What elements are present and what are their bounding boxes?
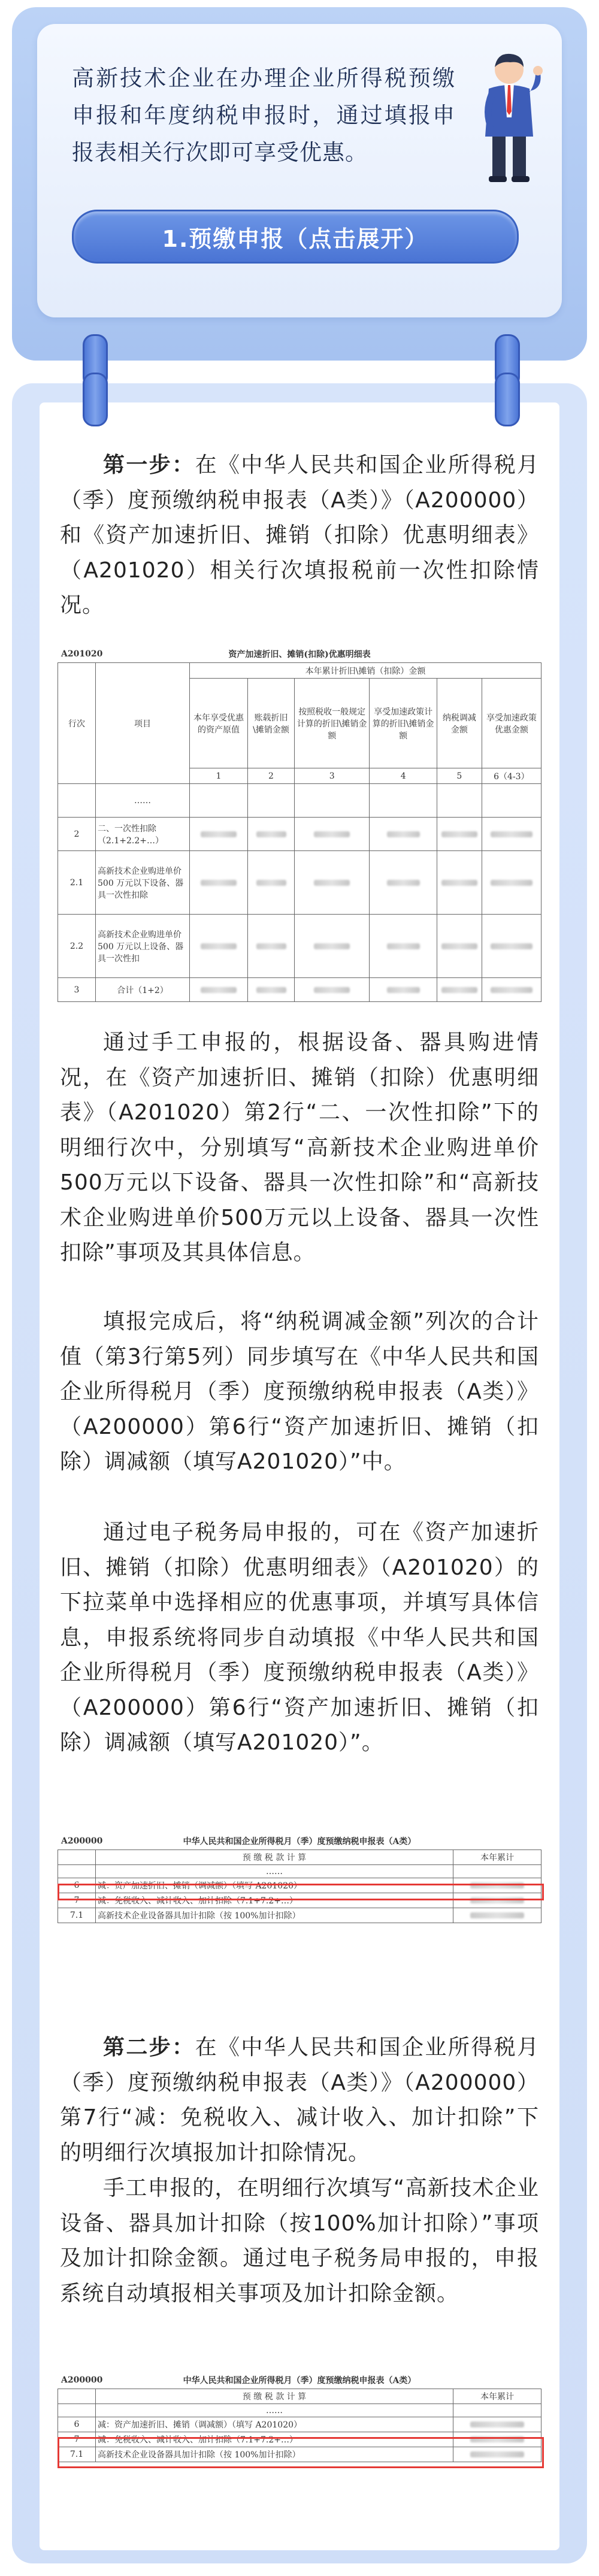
row-no <box>58 2404 96 2417</box>
col6-header: 享受加速政策优惠金额 <box>482 679 541 768</box>
row-item: 高新技术企业购进单价 500 万元以下设备、器具一次性扣除 <box>96 851 190 915</box>
row-no: 7 <box>58 2432 96 2447</box>
row-no: 6 <box>58 2417 96 2432</box>
step2-label: 第二步： <box>103 2035 195 2060</box>
col2-header: 账载折旧\摊销金额 <box>247 679 294 768</box>
table-code: A201020 <box>61 649 103 659</box>
row-item: 合计（1+2） <box>96 978 190 1002</box>
manual-filing-paragraph: 通过手工申报的，根据设备、器具购进情况，在《资产加速折旧、摊销（扣除）优惠明细表》（A201020）第2行“二、一次性扣除”下的明细行次中，分别填写“高新技术企业购进单价500万元以下设备、器具一次性扣除”和“高新技术企业购进单价500万元以上设备、器具一次性扣除”事项及其具体信息。 <box>60 1030 539 1265</box>
header-row: 预 缴 税 款 计 算 <box>96 2389 453 2404</box>
row-no: 2 <box>58 818 96 851</box>
table-row <box>58 851 541 915</box>
row-no: 2.1 <box>58 851 96 915</box>
row-item: 减：免税收入、减计收入、加计扣除（7.1+7.2+…） <box>96 1893 453 1908</box>
table-title: 中华人民共和国企业所得税月（季）度预缴纳税申报表（A类） <box>183 2376 416 2386</box>
expand-prepayment-button[interactable]: 1.预缴申报（点击展开） <box>72 210 519 264</box>
group-header: 本年累计折旧\摊销（扣除）金额 <box>190 663 541 679</box>
businessman-illustration <box>462 47 552 184</box>
header-amount: 本年累计 <box>453 2389 541 2404</box>
table-row <box>58 915 541 978</box>
row-item: 二、一次性扣除（2.1+2.2+…） <box>96 818 190 851</box>
row-item: …… <box>96 2404 453 2417</box>
step2-text: 在《中华人民共和国企业所得税月（季）度预缴纳税申报表（A类）》（A200000）第7行“减：免税收入、减计收入、加计扣除”下的明细行次填报加计扣除情况。 <box>60 2035 539 2165</box>
table-title: 资产加速折旧、摊销(扣除)优惠明细表 <box>228 650 371 659</box>
table-row <box>58 978 541 1002</box>
step2-detail-paragraph: 手工申报的，在明细行次填写“高新技术企业设备、器具加计扣除（按100%加计扣除）”事项及加计扣除金额。通过电子税务局申报的，申报系统自动填报相关事项及加计扣除金额。 <box>60 2176 539 2306</box>
step2-paragraph <box>60 2030 539 2171</box>
table-row <box>58 1908 541 1923</box>
col-num: 2 <box>247 768 294 784</box>
table-header <box>58 1833 541 1849</box>
col-num: 6（4-3） <box>482 768 541 784</box>
row-no <box>58 1865 96 1878</box>
table-row <box>58 2404 541 2417</box>
table-a201020 <box>58 646 541 1017</box>
row-no: 6 <box>58 1878 96 1893</box>
row-no: 7.1 <box>58 2447 96 2462</box>
col-num: 4 <box>370 768 437 784</box>
after-filing-paragraph: 填报完成后，将“纳税调减金额”列次的合计值（第3行第5列）同步填写在《中华人民共和国企业所得税月（季）度预缴纳税申报表（A类）》（A200000）第6行“资产加速折旧、摊销（扣除）调减额（填写A201020）”中。 <box>60 1309 539 1474</box>
table-row <box>58 784 541 818</box>
row-no: 7.1 <box>58 1908 96 1923</box>
table-code: A200000 <box>61 1836 103 1846</box>
table-row <box>58 818 541 851</box>
row-item: 减：资产加速折旧、摊销（调减额）（填写 A201020） <box>96 2417 453 2432</box>
a201020-grid <box>58 662 541 1002</box>
row-no <box>58 784 96 818</box>
col-num: 1 <box>190 768 248 784</box>
col-num: 5 <box>437 768 482 784</box>
col3-header: 按照税收一般规定计算的折旧\摊销金额 <box>295 679 370 768</box>
binder-ring-right-bottom <box>495 373 520 426</box>
col1-header: 本年享受优惠的资产原值 <box>190 679 248 768</box>
row-item: 高新技术企业购进单价 500 万元以上设备、器具一次性扣 <box>96 915 190 978</box>
row-item: 减：资产加速折旧、摊销（调减额）（填写 A201020） <box>96 1878 453 1893</box>
table-header <box>58 646 541 662</box>
intro-text: 高新技术企业在办理企业所得税预缴申报和年度纳税申报时，通过填报申报表相关行次即可享受优惠。 <box>72 65 455 165</box>
table-title: 中华人民共和国企业所得税月（季）度预缴纳税申报表（A类） <box>183 1837 416 1847</box>
row-no: 3 <box>58 978 96 1002</box>
col4-header: 享受加速政策计算的折旧\摊销金额 <box>370 679 437 768</box>
row-item: 高新技术企业设备器具加计扣除（按 100%加计扣除） <box>96 1908 453 1923</box>
row-item: 高新技术企业设备器具加计扣除（按 100%加计扣除） <box>96 2447 453 2462</box>
row-no: 2.2 <box>58 915 96 978</box>
table-code: A200000 <box>61 2375 103 2385</box>
header-row: 预 缴 税 款 计 算 <box>96 1850 453 1865</box>
highlight-row-6 <box>58 1884 544 1900</box>
highlight-rows-7 <box>58 2437 544 2468</box>
col-row-header: 行次 <box>58 663 96 784</box>
row-no: 7 <box>58 1893 96 1908</box>
col5-header: 纳税调减金额 <box>437 679 482 768</box>
col-item-header: 项目 <box>96 663 190 784</box>
table-row <box>58 1865 541 1878</box>
step1-text: 在《中华人民共和国企业所得税月（季）度预缴纳税申报表（A类）》（A200000）和《资产加速折旧、摊销（扣除）优惠明细表》（A201020）相关行次填报税前一次性扣除情况。 <box>60 453 539 617</box>
binder-ring-left-bottom <box>83 373 108 426</box>
row-item: …… <box>96 1865 453 1878</box>
etax-filing-paragraph: 通过电子税务局申报的，可在《资产加速折旧、摊销（扣除）优惠明细表》（A201020）的下拉菜单中选择相应的优惠事项，并填写具体信息，申报系统将同步自动填报《中华人民共和国企业所得税月（季）度预缴纳税申报表（A类）》（A200000）第6行“资产加速折旧、摊销（扣除）调减额（填写A201020）”。 <box>60 1520 539 1755</box>
row-item: …… <box>96 784 190 818</box>
step1-label: 第一步： <box>103 453 195 477</box>
row-item: 减：免税收入、减计收入、加计扣除（7.1+7.2+…） <box>96 2432 453 2447</box>
table-header <box>58 2372 541 2389</box>
col-num: 3 <box>295 768 370 784</box>
step1-paragraph <box>60 448 539 623</box>
header-amount: 本年累计 <box>453 1850 541 1865</box>
table-row <box>58 2417 541 2432</box>
